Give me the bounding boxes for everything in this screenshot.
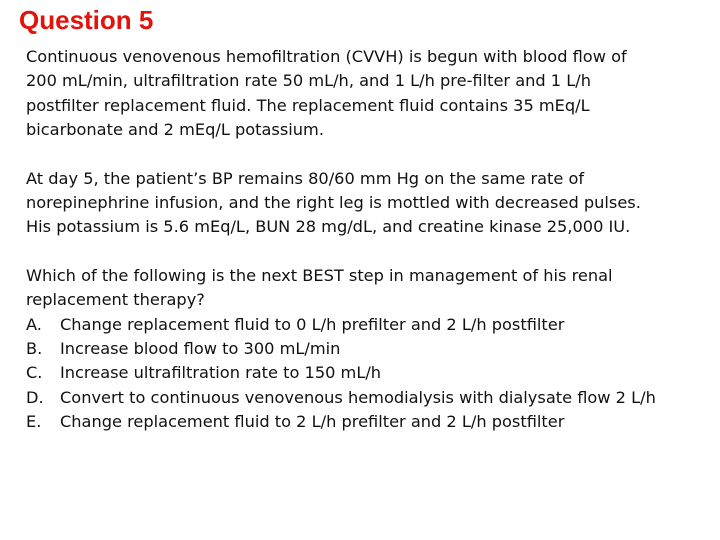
option-text: Convert to continuous venovenous hemodialysis with dialysate flow 2 L/h [60, 387, 656, 407]
answer-option-e [26, 410, 706, 434]
option-text: Change replacement fluid to 0 L/h prefilter and 2 L/h postfilter [60, 314, 565, 334]
option-letter: B. [26, 339, 43, 359]
option-letter: D. [26, 387, 44, 407]
option-letter: E. [26, 412, 42, 432]
text-line: 200 mL/min, ultrafiltration rate 50 mL/h, and 1 L/h pre-filter and 1 L/h [26, 71, 591, 91]
option-text: Increase blood flow to 300 mL/min [60, 339, 341, 359]
scenario-paragraph-2 [26, 167, 706, 240]
question-stem-line: replacement therapy? [26, 290, 205, 310]
option-text: Increase ultrafiltration rate to 150 mL/h [60, 363, 382, 383]
answer-option-b [26, 337, 706, 361]
text-line: His potassium is 5.6 mEq/L, BUN 28 mg/dL, and creatine kinase 25,000 IU. [26, 217, 631, 237]
scenario-paragraph-1 [26, 45, 706, 143]
question-block [26, 264, 706, 435]
option-letter: A. [26, 314, 42, 334]
answer-option-a [26, 313, 706, 337]
answer-options [26, 313, 706, 435]
answer-option-d [26, 386, 706, 410]
text-line: Continuous venovenous hemofiltration (CVVH) is begun with blood flow of [26, 47, 627, 66]
question-content [26, 45, 706, 435]
slide-title: Question 5 [19, 5, 154, 35]
text-line: bicarbonate and 2 mEq/L potassium. [26, 120, 324, 140]
text-line: norepinephrine infusion, and the right leg is mottled with decreased pulses. [26, 193, 641, 213]
option-letter: C. [26, 363, 43, 383]
option-text: Change replacement fluid to 2 L/h prefilter and 2 L/h postfilter [60, 412, 565, 432]
text-line: postfilter replacement fluid. The replacement fluid contains 35 mEq/L [26, 95, 590, 115]
text-line: At day 5, the patient’s BP remains 80/60 mm Hg on the same rate of [26, 168, 585, 188]
question-stem-line: Which of the following is the next BEST step in management of his renal [26, 265, 613, 285]
answer-option-c [26, 361, 706, 385]
